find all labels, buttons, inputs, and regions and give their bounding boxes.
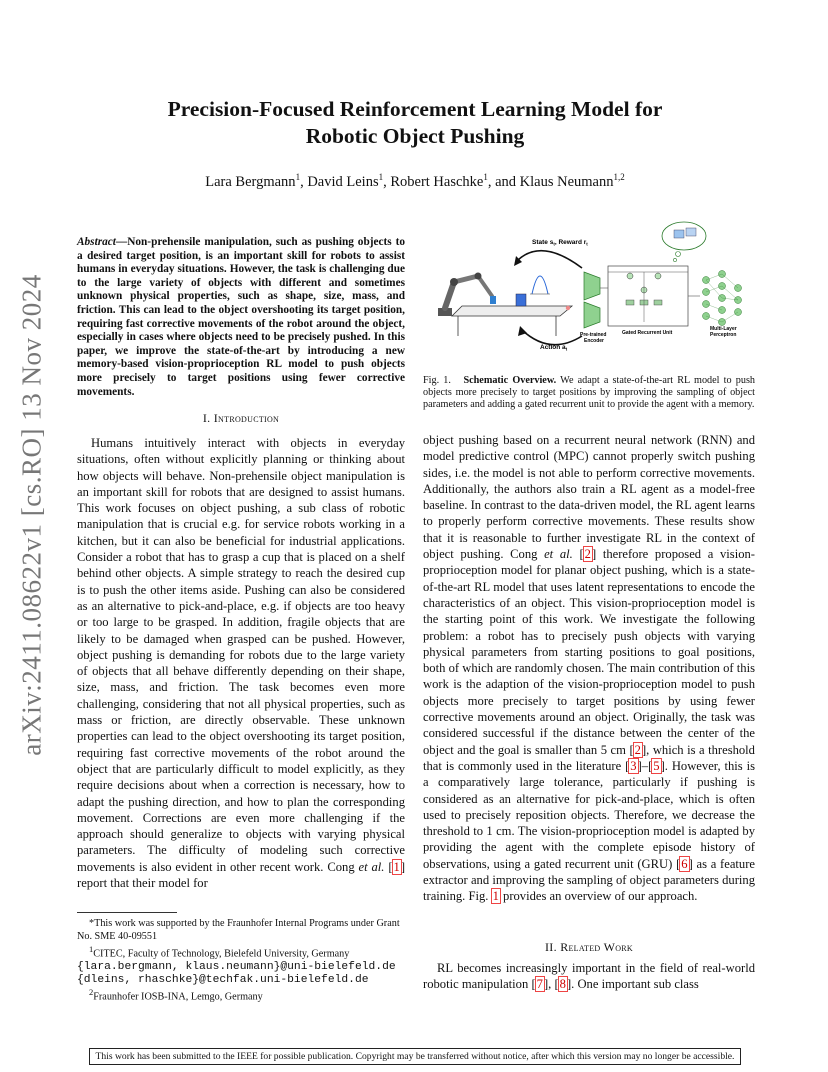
encoder-block-bottom (584, 302, 600, 328)
author-name: Robert Haschke (390, 173, 484, 190)
author-name: David Leins (307, 173, 379, 190)
title-line-1: Precision-Focused Reinforcement Learning Model for (167, 97, 663, 121)
abstract (77, 236, 405, 399)
email-line-1: {lara.bergmann, klaus.neumann}@uni-bielefeld.de (77, 961, 396, 974)
abstract-dash: — (115, 236, 128, 248)
citation-link[interactable]: 1 (393, 859, 400, 874)
body-text: object pushing based on a recurrent neural network (RNN) and model predictive control (MPC) cannot properly switch pushing sides, i.e. the model is not able to perform corrective movements. Additionally, the authors also train a RL agent as a model-free baseline. In contrast to the data-driven model, the RL agent learns to properly perform corrective movements. These results show that it is reasonable to further investigate RL in the context of object pushing. Cong (423, 433, 755, 562)
author-name: Klaus Neumann (519, 173, 614, 190)
citation-link[interactable]: 2 (584, 547, 591, 562)
author-separator: , and (487, 173, 520, 190)
title-line-2: Robotic Object Pushing (305, 124, 525, 148)
email-line-2: {dleins, rhaschke}@techfak.uni-bielefeld.de (77, 973, 369, 986)
body-text: . However, this is a comparatively large tolerance, particularly if pushing is considered as an alternative for pick-and-place, which is often used to precisely reposition objects. Therefore, we decrease the threshold to 1 cm. The vision-proprioception model is adapted by providing the agent with the complete episode history of observations, using a gated recurrent unit (GRU) (423, 758, 755, 871)
affiliation-sup: 2 (89, 987, 94, 998)
caption-title: Schematic Overview. (463, 375, 557, 386)
gru-block (608, 266, 688, 326)
body-text: , (548, 977, 555, 992)
abstract-label: Abstract (77, 236, 116, 248)
state-arrow (518, 251, 582, 268)
body-text: provides an overview of our approach. (499, 889, 698, 904)
abstract-text: Non-prehensile manipulation, such as pushing objects to a desired target position, is an important skill for robots to assist humans in everyday situations. However, the task is challenging due to the large variety of objects with different and sometimes unknown physical properties, such as shape, size, mass, and friction. This can lead to the object overshooting its target position, requiring fast corrective movements of the robot around the object, especially in cases where objects need to be precisely pushed. In this paper, we improve the state-of-the-art by introducing a new memory-based vision-proprioception RL model to push objects more precisely to target positions using fewer corrective movements. (77, 236, 405, 398)
section-number: II. (544, 940, 561, 954)
citation-link[interactable]: 3 (630, 758, 637, 773)
body-text: therefore proposed a vision-proprioception model for planar object pushing, which is a state-of-the-art RL model that uses latent representations to encode the characteristics of an object. This vision-proprioception model is the starting point of this work. We investigate the following problem: a robot has to precisely push objects with varying physical parameters from starting positions to goal positions, both of which are randomly chosen. The main contribution of this work is the adaption of the vision-proprioception model to push objects more precisely to target positions by using fewer corrective movements around an object. Originally, the task was considered successful if the distance between the center of the object and the goal is smaller than 5 cm (423, 547, 755, 757)
author-name: Lara Bergmann (205, 173, 296, 190)
affiliation-text: CITEC, Faculty of Technology, Bielefeld University, Germany (93, 948, 350, 960)
citation-link[interactable]: 2 (634, 742, 641, 757)
encoder-label: Pre-trained Encoder (580, 332, 607, 344)
footnotes (77, 918, 417, 1004)
intro-text: Humans intuitively interact with objects in everyday situations, often without explicitly planning or thinking about how objects will behave. Non-prehensile object manipulation is an important skill for robots that are designed to assist humans. This work focuses on object pushing, a sub class of robotic manipulation that is crucial e.g. for service robots working in a kitchen, but it can also be beneficial for industrial applications. Consider a robot that has to grasp a cup that is placed on a shelf behind other objects. A simple strategy to reach the desired cup is to push the other items aside. Pushing can also be considered as an alternative to pick-and-place, e.g. if objects are too heavy or too large to be grasped. In addition, fragile objects that are likely to be damaged when grasped can be pushed. However, object pushing is demanding for robots due to the large variety of objects that all behave differently depending on their shape, size, mass, and friction. The task becomes even more challenging, considering that not all physical properties, such as mass or friction, are directly observable. These unknown properties can lead to the object overshooting its target position, requiring fast corrective movements of the robot around the object that are particularly difficult to model explicitly, as they require decisions about when a correction is necessary, how to adapt the pushing direction, and how to plan the corresponding movement. Corrections are even more challenging if the approach should generalize to objects with varying physical parameters. The difficulty of modeling such corrective movements is also evident in other recent work. Cong (77, 436, 405, 874)
body-text: RL becomes increasingly important in the field of real-world robotic manipulation (423, 961, 755, 992)
mlp-label: Multi-Layer Perceptron (710, 326, 737, 338)
author-affiliation: 1 (483, 172, 488, 182)
schematic-overview-figure (432, 218, 750, 366)
action-arrowhead (518, 326, 527, 336)
paper-title (80, 96, 750, 150)
caption-text: We adapt a state-of-the-art RL model to push objects more precisely to target positions by improving the sampling of object parameters and adding a gated recurrent unit to provide the agent with a memory. (423, 375, 756, 411)
action-arrow (522, 330, 582, 345)
citation-link[interactable]: 7 (536, 977, 543, 992)
body-text: as a feature extractor and improving the sampling of object parameters during training. Fig. (423, 856, 755, 904)
state-reward-label: State $s_t$, Reward $r_t$ (532, 239, 588, 247)
funding-note: *This work was supported by the Fraunhofer Internal Programs under Grant No. SME 40-09551 (77, 918, 400, 942)
affiliation-text: Fraunhofer IOSB-INA, Lemgo, Germany (93, 991, 263, 1003)
cube-object (516, 294, 526, 306)
gru-label: Gated Recurrent Unit (622, 330, 673, 336)
introduction-continued: object pushing based on a recurrent neural network (RNN) and model predictive control (MPC) cannot properly switch pushing sides, i.e. the model is not able to perform corrective movements. Additionally, the authors also train a RL agent as a model-free baseline. In contrast to the data-driven model, the RL agent learns to properly perform corrective movements. These results show that it is reasonable to further investigate RL in the context of object pushing. Cong et al. [2] therefore proposed a vision-proprioception model for planar object pushing, which is a state-of-the-art RL model that uses latent representations to encode the characteristics of an object. This vision-proprioception model is the starting point of this work. We investigate the following problem: a robot has to precisely push objects with varying physical parameters from starting positions to goal positions, both of which are randomly chosen. The main contribution of this work is the adaption of the vision-proprioception model to push objects more precisely to target positions by using fewer corrective movements around an object. Originally, the task was considered successful if the distance between the center of the object and the goal is smaller than 5 cm [2], which is a threshold that is commonly used in the literature [3]–[5]. However, this is a comparatively large tolerance, particularly if pushing is considered as an alternative for pick-and-place, which is often used to precisely reposition objects. Therefore, we decrease the threshold to 1 cm. The vision-proprioception model is adapted by providing the agent with the complete episode history of observations, using a gated recurrent unit (GRU) [6] as a feature extractor and improving the sampling of object parameters during training. Fig. 1 provides an overview of our approach. (423, 433, 755, 904)
range-dash: – (641, 758, 649, 773)
section-title: Introduction (213, 411, 280, 425)
introduction-paragraph: Humans intuitively interact with objects in everyday situations, often without explicitly planning or thinking about how objects will behave. Non-prehensile object manipulation is an important skill for robots that are designed to assist humans. This work focuses on object pushing, a sub class of robotic manipulation that is crucial e.g. for service robots working in a kitchen, but it can also be beneficial for industrial applications. Consider a robot that has to grasp a cup that is placed on a shelf behind other objects. A simple strategy to reach the desired cup is to push the other items aside. Pushing can also be considered as an alternative to pick-and-place, e.g. if objects are too heavy or too large to be grasped. In addition, fragile objects that are likely to be damaged when grasped can be pushed. However, object pushing is demanding for robots due to the large variety of objects that all behave differently depending on their shape, size, mass, and friction. The task becomes even more challenging, considering that not all physical properties, such as mass or friction, are directly observable. These unknown properties can lead to the object overshooting its target position, requiring fast corrective movements of the robot around the object that are particularly difficult to model explicitly, as they require decisions about when a correction is necessary, how to adapt the pushing direction, and how to plan the corresponding movement. Corrections are even more challenging if the approach should generalize to objects with varying physical parameters. The difficulty of modeling such corrective movements is also evident in other recent work. Cong et al. [1] report that their model for (77, 436, 406, 891)
author-affiliation: 1 (378, 172, 384, 182)
body-text: . One important sub class (571, 977, 699, 992)
citation-link[interactable]: 6 (681, 856, 688, 871)
author-separator: , (300, 173, 308, 190)
author-separator: , (383, 173, 391, 190)
submission-notice: This work has been submitted to the IEEE for possible publication. Copyright may be transferred without notice, after which this version may no longer be accessible. (89, 1048, 741, 1065)
arxiv-id: arXiv:2411.08622v1 [cs.RO] 13 Nov 2024 (16, 274, 47, 756)
mlp-connections (706, 274, 738, 322)
affiliation-1 (77, 943, 417, 961)
et-al: et al. (544, 547, 573, 562)
et-al: et al. (358, 859, 385, 874)
section-title: Related Work (560, 940, 634, 954)
footnote-rule (77, 912, 177, 913)
intro-text-end: report that their model for (77, 876, 208, 891)
figure-ref-link[interactable]: 1 (492, 889, 499, 904)
author-affiliation: 1,2 (613, 172, 625, 182)
section-heading-related-work (423, 940, 755, 955)
citation-link[interactable]: 8 (559, 977, 566, 992)
affiliation-sup: 1 (89, 944, 94, 955)
arxiv-sidebar-stamp (8, 270, 56, 760)
author-list (80, 172, 750, 191)
section-number: I. (202, 411, 214, 425)
related-work-paragraph: RL becomes increasingly important in the field of real-world robotic manipulation [7], [8]. One important sub class (423, 961, 755, 992)
encoder-block-top (584, 272, 600, 300)
goal-marker (566, 306, 570, 310)
caption-label: Fig. 1. (423, 375, 451, 386)
body-text: , which is a threshold that is commonly used in the literature (423, 742, 755, 773)
author-affiliation: 1 (295, 172, 301, 182)
affiliation-2 (77, 986, 417, 1004)
action-label: Action $a_t$ (540, 344, 568, 352)
figure-caption (423, 375, 755, 412)
table-surface (452, 306, 572, 316)
citation-link[interactable]: 5 (653, 758, 660, 773)
section-heading-introduction (77, 411, 405, 426)
distribution-curve (532, 276, 548, 294)
thought-bubble-icon (662, 222, 706, 262)
pushed-object (490, 296, 496, 304)
